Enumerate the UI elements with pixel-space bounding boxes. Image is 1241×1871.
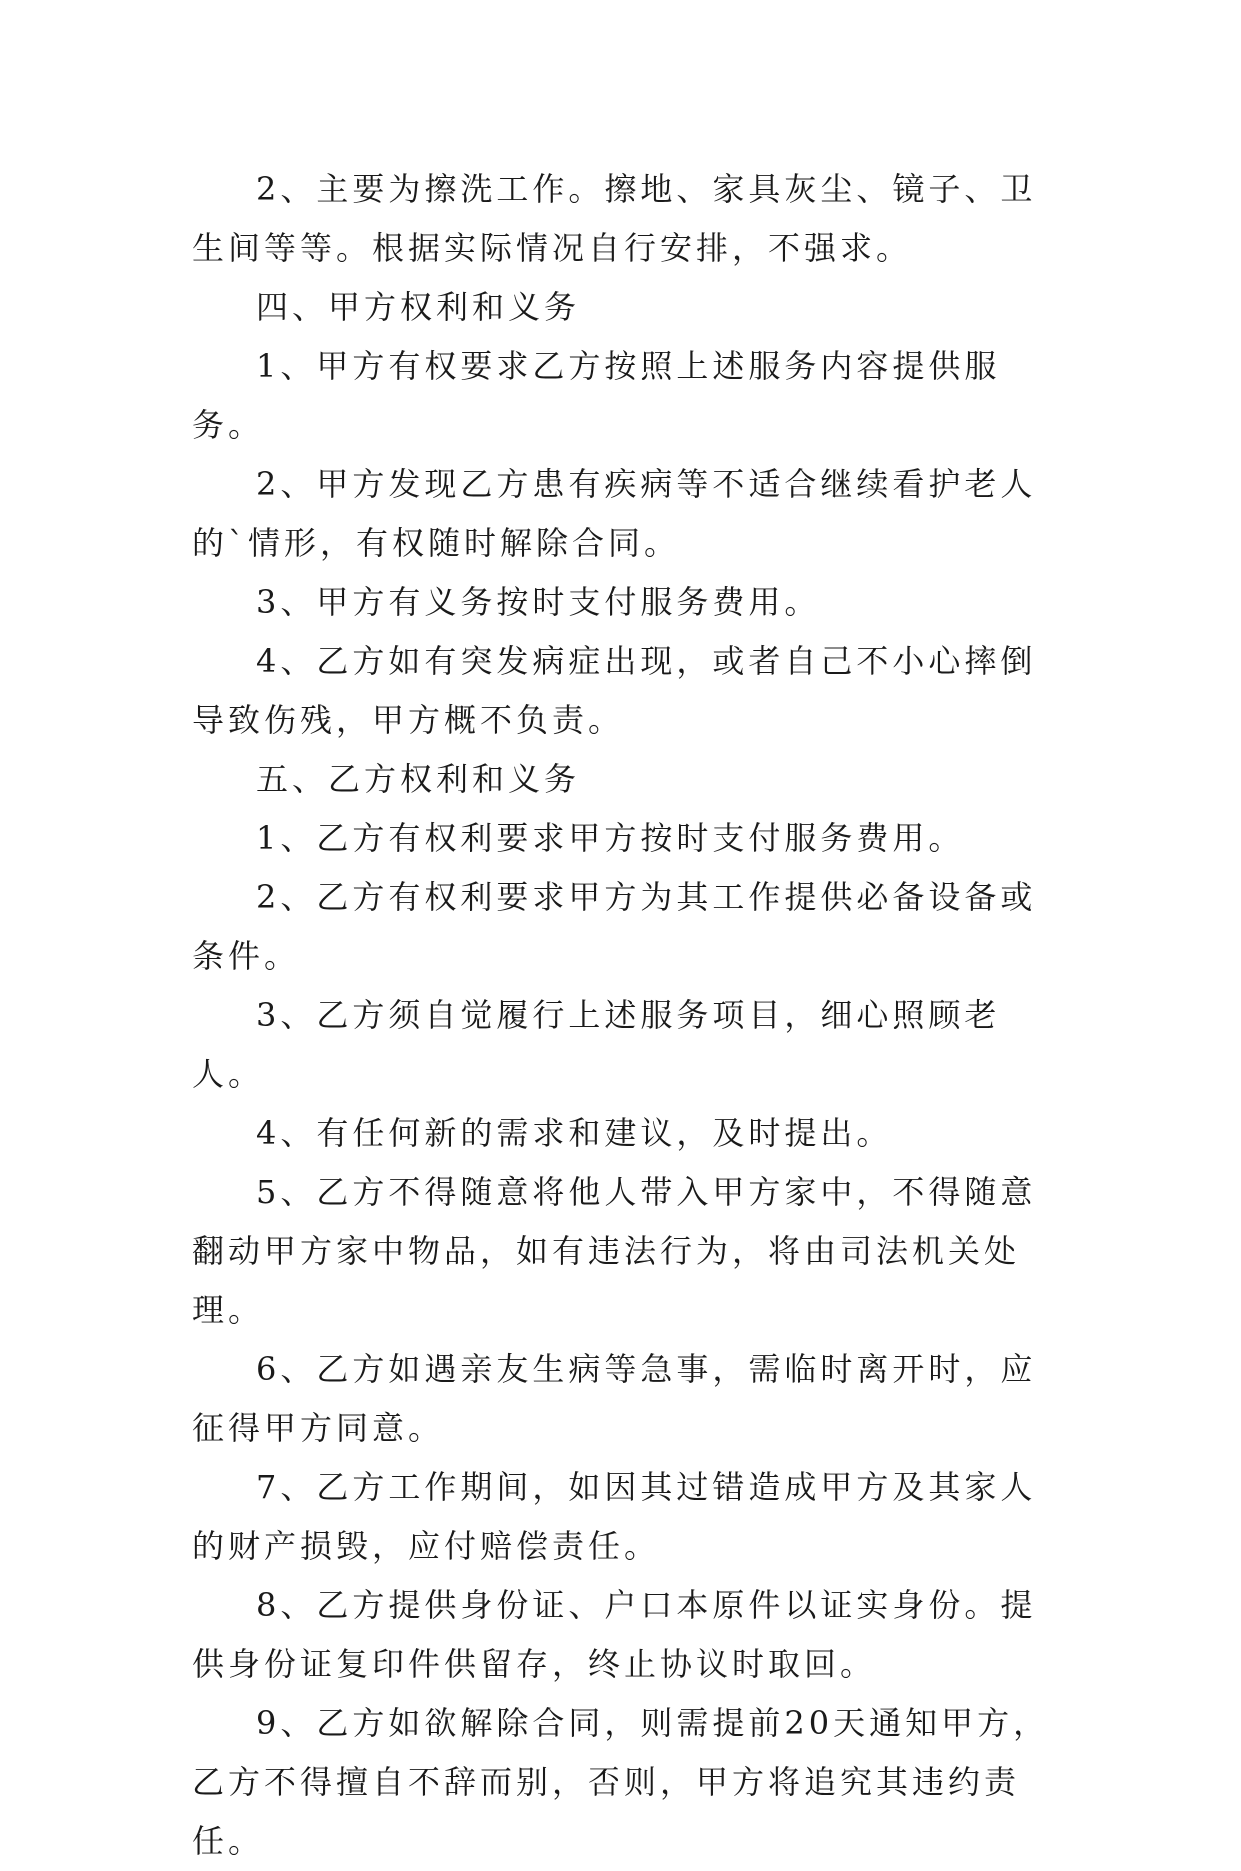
paragraph-party-b-item-5: 5、乙方不得随意将他人带入甲方家中，不得随意翻动甲方家中物品，如有违法行为，将由司法机关处理。: [192, 1173, 1037, 1329]
paragraph-party-b-item-2: 2、乙方有权利要求甲方为其工作提供必备设备或条件。: [192, 878, 1037, 975]
document-body: [192, 160, 1072, 1871]
paragraph-party-a-item-1: 1、甲方有权要求乙方按照上述服务内容提供服务。: [192, 347, 1001, 444]
paragraph-party-b-item-3: 3、乙方须自觉履行上述服务项目，细心照顾老人。: [192, 996, 1001, 1093]
section-heading-party-a-rights: 四、甲方权利和义务: [256, 288, 581, 326]
paragraph-party-b-item-6: 6、乙方如遇亲友生病等急事，需临时离开时，应征得甲方同意。: [192, 1350, 1037, 1447]
paragraph-party-b-item-7: 7、乙方工作期间，如因其过错造成甲方及其家人的财产损毁，应付赔偿责任。: [192, 1468, 1037, 1565]
paragraph-cleaning-duties: 2、主要为擦洗工作。擦地、家具灰尘、镜子、卫生间等等。根据实际情况自行安排，不强求。: [192, 170, 1037, 267]
paragraph-party-a-item-2: 2、甲方发现乙方患有疾病等不适合继续看护老人的`情形，有权随时解除合同。: [192, 465, 1037, 562]
paragraph-party-b-item-8: 8、乙方提供身份证、户口本原件以证实身份。提供身份证复印件供留存，终止协议时取回。: [192, 1586, 1037, 1683]
paragraph-party-a-item-4: 4、乙方如有突发病症出现，或者自己不小心摔倒导致伤残，甲方概不负责。: [192, 642, 1037, 739]
paragraph-party-b-item-4: 4、有任何新的需求和建议，及时提出。: [256, 1114, 893, 1152]
section-heading-party-b-rights: 五、乙方权利和义务: [256, 760, 581, 798]
paragraph-party-b-item-1: 1、乙方有权利要求甲方按时支付服务费用。: [256, 819, 965, 857]
paragraph-party-b-item-9: 9、乙方如欲解除合同，则需提前20天通知甲方，乙方不得擅自不辞而别，否则，甲方将追究其违约责任。: [192, 1704, 1050, 1860]
paragraph-party-a-item-3: 3、甲方有义务按时支付服务费用。: [256, 583, 821, 621]
